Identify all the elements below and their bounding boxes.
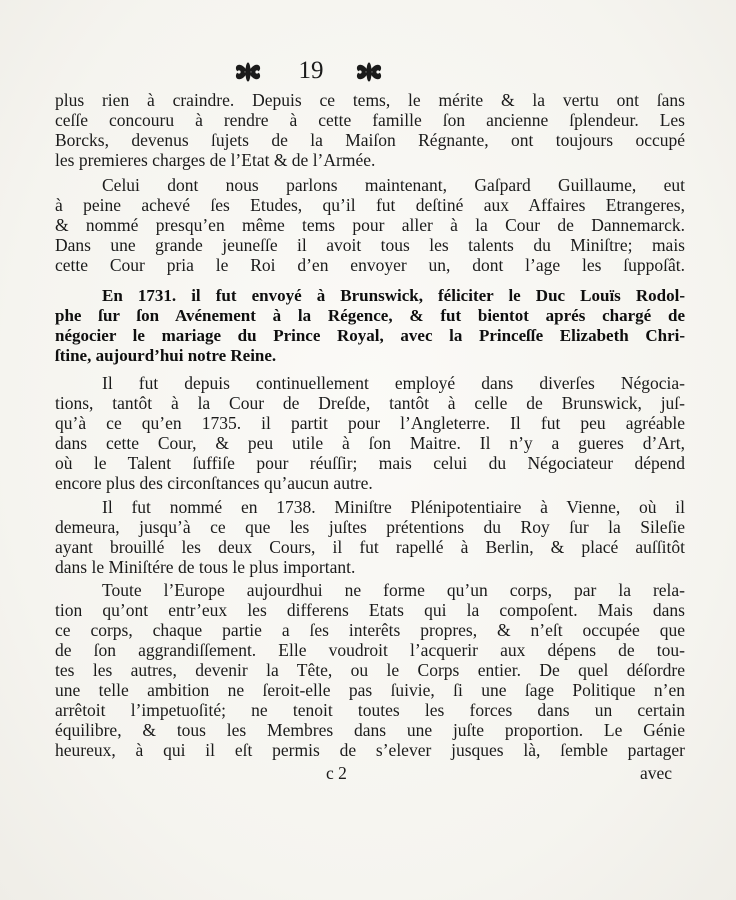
text-line: Il fut nommé en 1738. Miniſtre Plénipotentiaire à Vienne, où il — [102, 497, 685, 517]
text-line: En 1731. il fut envoyé à Brunswick, féliciter le Duc Louïs Rodol- — [102, 286, 685, 305]
text-line: heureux, à qui il eſt permis de s’elever jusques là, ſemble partager — [55, 740, 685, 760]
paragraph — [55, 286, 685, 366]
text-line: cette Cour pria le Roi d’en envoyer un, dont l’age les ſuppoſât. — [55, 255, 685, 275]
paragraph — [55, 373, 685, 493]
signature-mark: c 2 — [326, 763, 347, 783]
text-line: négocier le mariage du Prince Royal, avec la Princeſſe Elizabeth Chri- — [55, 326, 685, 345]
text-line: ce corps, chaque partie a ſes interêts propres, & n’eſt occupée que — [55, 620, 685, 640]
paragraph — [55, 497, 685, 577]
text-line: tions, tantôt à la Cour de Dreſde, tantôt à celle de Brunswick, juſ- — [55, 393, 685, 413]
catchword: avec — [640, 763, 673, 783]
text-line: Dans une grande jeuneſſe il avoit tous les talents du Miniſtre; mais — [55, 235, 685, 255]
text-line: une telle ambition ne ſeroit-elle pas ſuivie, ſi une ſage Politique n’en — [55, 680, 685, 700]
fleuron-right-icon — [355, 61, 383, 83]
text-line: arrêtoit l’impetuoſité; ne tenoit toutes les forces dans un certain — [55, 700, 685, 720]
fleuron-left-icon — [234, 61, 262, 83]
text-line: à peine achevé ſes Etudes, qu’il fut deſtiné aux Affaires Etrangeres, — [55, 195, 685, 215]
text-line: dans le Miniſtére de tous le plus important. — [55, 557, 356, 577]
text-line: phe ſur ſon Avénement à la Régence, & fut bientot aprés chargé de — [55, 306, 685, 325]
paragraph — [55, 580, 685, 760]
page-number: 19 — [298, 57, 324, 84]
running-header — [0, 54, 736, 88]
text-line: ceſſe concouru à rendre à cette famille ſon ancienne ſplendeur. Les — [55, 110, 685, 130]
text-line: encore plus des circonſtances qu’aucun autre. — [55, 473, 373, 493]
text-line: tion qu’ont entr’eux les differens Etats qui la compoſent. Mais dans — [55, 600, 685, 620]
text-line: Borcks, devenus ſujets de la Maiſon Régnante, ont toujours occupé — [55, 130, 685, 150]
text-line: & nommé presqu’en même tems pour aller à la Cour de Dannemarck. — [55, 215, 685, 235]
text-line: de ſon aggrandiſſement. Elle voudroit l’acquerir aux dépens de tou- — [55, 640, 685, 660]
text-line: qu’à ce qu’en 1735. il partit pour l’Angleterre. Il fut peu agréable — [55, 413, 685, 433]
text-line: Celui dont nous parlons maintenant, Gaſpard Guillaume, eut — [102, 175, 685, 195]
paragraph — [55, 90, 685, 170]
text-line: Il fut depuis continuellement employé dans diverſes Négocia- — [102, 373, 685, 393]
paragraph — [55, 175, 685, 275]
text-line: les premieres charges de l’Etat & de l’Armée. — [55, 150, 376, 170]
text-line: équilibre, & tous les Membres dans une juſte proportion. Le Génie — [55, 720, 685, 740]
text-line: ayant brouillé les deux Cours, il fut rapellé à Berlin, & placé auſſitôt — [55, 537, 685, 557]
text-line: tes les autres, devenir la Tête, ou le Corps entier. De quel déſordre — [55, 660, 685, 680]
text-line: ſtine, aujourd’hui notre Reine. — [55, 346, 277, 365]
page-footer — [0, 762, 736, 784]
text-line: Toute l’Europe aujourdhui ne forme qu’un corps, par la rela- — [102, 580, 685, 600]
text-line: où le Talent ſuffiſe pour réuſſir; mais celui du Négociateur dépend — [55, 453, 685, 473]
text-line: demeura, jusqu’à ce que les juſtes prétentions du Roy ſur la Sileſie — [55, 517, 685, 537]
text-line: dans cette Cour, & peu utile à ſon Maitre. Il n’y a gueres d’Art, — [55, 433, 685, 453]
text-line: plus rien à craindre. Depuis ce tems, le mérite & la vertu ont ſans — [55, 90, 685, 110]
